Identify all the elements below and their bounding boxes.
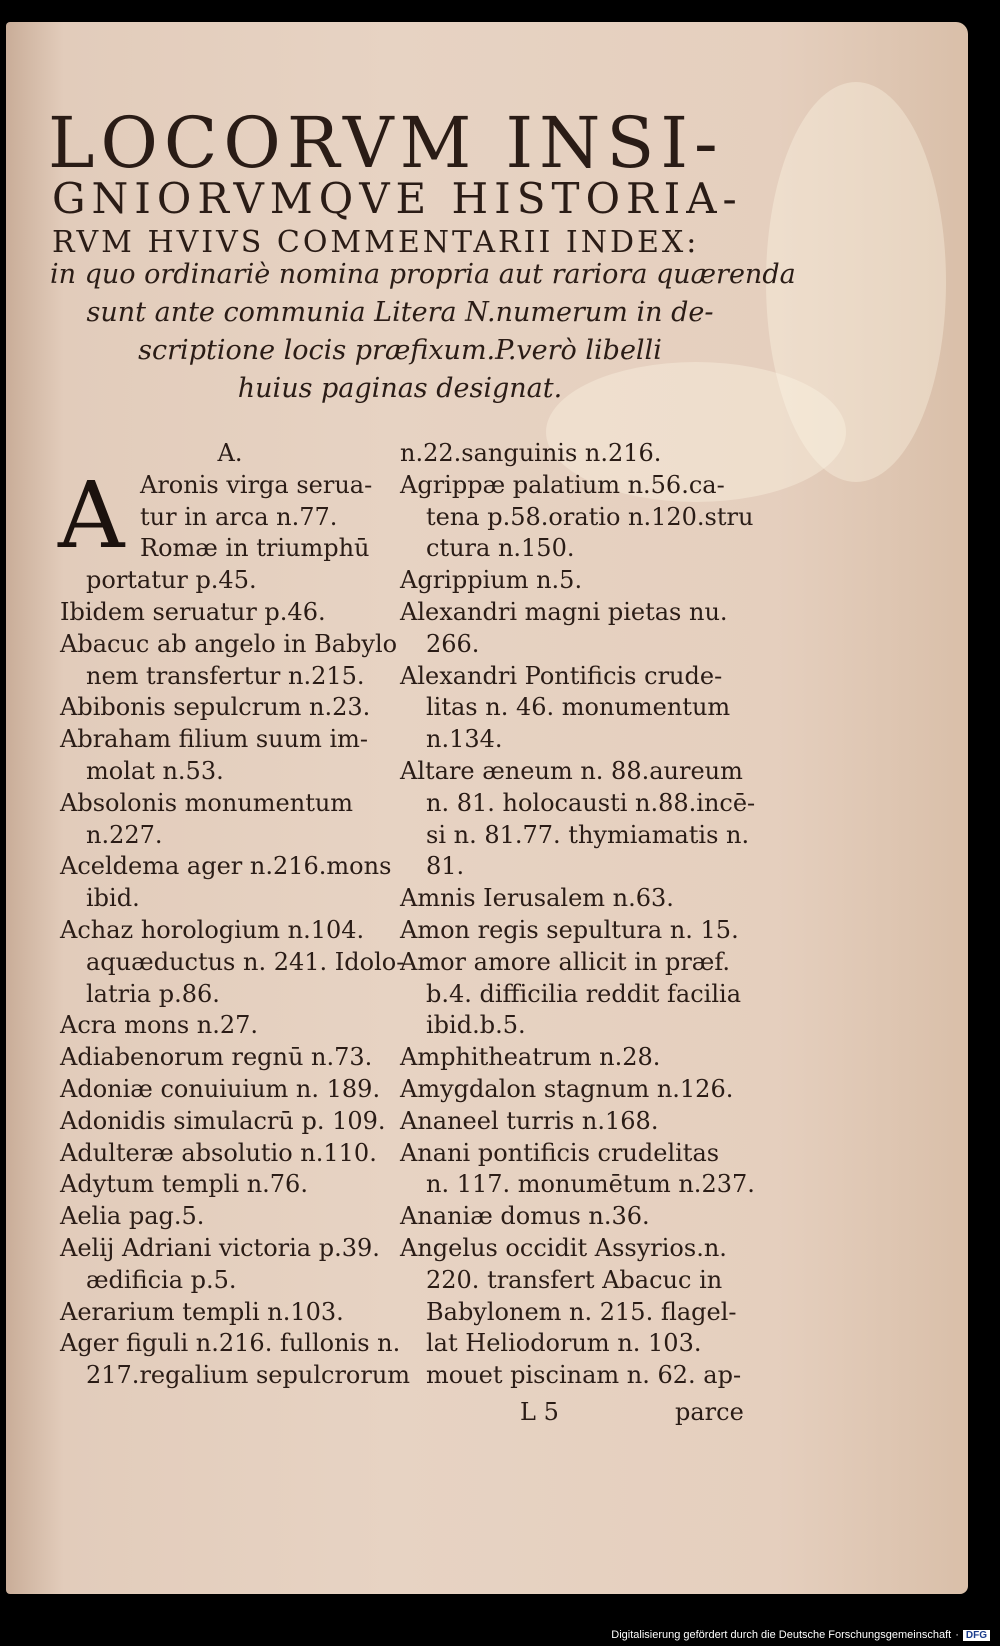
index-entry-line: n.227. xyxy=(86,820,163,849)
index-column-left xyxy=(60,438,411,1392)
index-entry-line: Alexandri Pontificis crude- xyxy=(400,661,723,690)
digitization-footer: Digitalisierung gefördert durch die Deutsche Forschungsgemeinschaft · DFG xyxy=(611,1629,990,1641)
index-entry-line: Adiabenorum regnū n.73. xyxy=(60,1043,373,1072)
index-entry-line: lat Heliodorum n. 103. xyxy=(426,1329,702,1358)
signature-mark: L 5 xyxy=(520,1398,559,1426)
index-entry-line: 81. xyxy=(426,852,465,881)
index-entry-line: tena p.58.oratio n.120.stru xyxy=(426,502,754,531)
intro-line: scriptione locis præfixum.P.verò libelli xyxy=(138,335,662,366)
index-entry-line: Anani pontificis crudelitas xyxy=(400,1138,720,1167)
index-title-line-3: RVM HVIVS COMMENTARII INDEX: xyxy=(52,225,700,260)
index-entry-line: Romæ in triumphū xyxy=(140,534,370,563)
drop-cap-letter: A xyxy=(58,462,125,569)
index-entry-line: mouet piscinam n. 62. ap- xyxy=(426,1361,742,1390)
index-entry-line: Achaz horologium n.104. xyxy=(60,915,365,944)
index-entry-line: Amygdalon stagnum n.126. xyxy=(400,1074,734,1103)
index-entry-line: n.22.sanguinis n.216. xyxy=(400,439,662,467)
index-entry-line: n.134. xyxy=(426,725,503,754)
index-entry-line: latria p.86. xyxy=(86,979,220,1008)
index-entry-line: Amphitheatrum n.28. xyxy=(400,1043,661,1072)
index-entry-line: b.4. difficilia reddit facilia xyxy=(426,979,742,1008)
index-entry-line: Agrippium n.5. xyxy=(400,566,583,595)
index-entry-line: si n. 81.77. thymiamatis n. xyxy=(426,820,750,849)
index-entry-line: Babylonem n. 215. flagel- xyxy=(426,1297,737,1326)
index-entry-line: n. 117. monumētum n.237. xyxy=(426,1170,755,1199)
intro-line: huius paginas designat. xyxy=(237,373,563,404)
index-entry-line: Abacuc ab angelo in Babylo xyxy=(60,629,398,658)
index-entry-line: ibid. xyxy=(86,884,140,913)
index-entry-line: ctura n.150. xyxy=(426,534,575,563)
index-entry-line: Abraham filium suum im- xyxy=(60,725,368,754)
index-entry-line: Agrippæ palatium n.56.ca- xyxy=(400,470,725,499)
index-entry-line: tur in arca n.77. xyxy=(140,502,338,531)
index-entry-line: Ananiæ domus n.36. xyxy=(400,1202,650,1231)
index-title-line-2: GNIORVMQVE HISTORIA- xyxy=(52,174,743,223)
index-entry-line: Adulteræ absolutio n.110. xyxy=(60,1138,377,1167)
index-entry-line: Aceldema ager n.216.mons xyxy=(60,852,392,881)
intro-line: in quo ordinariè nomina propria aut rariora quærenda xyxy=(50,259,796,290)
index-entry-line: Alexandri magni pietas nu. xyxy=(400,597,728,626)
index-entry-line: nem transfertur n.215. xyxy=(86,661,365,690)
index-entry-line: Altare æneum n. 88.aureum xyxy=(400,756,743,785)
index-entry-line: Aelia pag.5. xyxy=(60,1202,205,1231)
index-entry-line: portatur p.45. xyxy=(86,566,257,595)
index-entry-line: Adonidis simulacrū p. 109. xyxy=(60,1106,386,1135)
footer-credit: Digitalisierung gefördert durch die Deutsche Forschungsgemeinschaft xyxy=(611,1629,952,1641)
catchword: parce xyxy=(675,1398,744,1426)
index-entry-line: Aelij Adriani victoria p.39. xyxy=(60,1233,380,1262)
index-entry-line: molat n.53. xyxy=(86,756,224,785)
index-entry-line: Aronis virga serua- xyxy=(140,470,373,499)
index-introduction xyxy=(50,256,796,408)
index-entry-line: ædificia p.5. xyxy=(86,1265,237,1294)
index-entry-line: n. 81. holocausti n.88.incē- xyxy=(426,788,756,817)
index-entry-line: Abibonis sepulcrum n.23. xyxy=(60,693,371,722)
dfg-logo: DFG xyxy=(963,1630,990,1641)
index-entry-line: Ibidem seruatur p.46. xyxy=(60,597,326,626)
index-entry-line: Ager figuli n.216. fullonis n. xyxy=(60,1329,401,1358)
index-entry-line: Angelus occidit Assyrios.n. xyxy=(400,1233,727,1262)
index-entry-line: Amon regis sepultura n. 15. xyxy=(400,915,739,944)
intro-line: sunt ante communia Litera N.numerum in de- xyxy=(86,297,714,328)
index-entry-line: 217.regalium sepulcrorum xyxy=(86,1361,411,1390)
index-entry-line: 266. xyxy=(426,629,480,658)
index-entry-line: Adytum templi n.76. xyxy=(60,1170,308,1199)
index-title-line-1: LOCORVM INSI- xyxy=(48,102,724,184)
index-entry-line: 220. transfert Abacuc in xyxy=(426,1265,723,1294)
index-letter-heading: A. xyxy=(217,439,243,467)
index-entry-line: Amnis Ierusalem n.63. xyxy=(400,884,674,913)
index-entry-line: litas n. 46. monumentum xyxy=(426,693,731,722)
index-entry-line: aquæductus n. 241. Idolo- xyxy=(86,947,405,976)
index-entry-line: Aerarium templi n.103. xyxy=(60,1297,344,1326)
index-entry-line: Adoniæ conuiuium n. 189. xyxy=(60,1074,381,1103)
index-entry-line: ibid.b.5. xyxy=(426,1011,526,1040)
index-entry-line: Amor amore allicit in præf. xyxy=(400,947,730,976)
index-entry-line: Absolonis monumentum xyxy=(60,788,354,817)
index-entry-line: Acra mons n.27. xyxy=(60,1011,259,1040)
index-column-right xyxy=(400,438,756,1392)
index-entry-line: Ananeel turris n.168. xyxy=(400,1106,659,1135)
